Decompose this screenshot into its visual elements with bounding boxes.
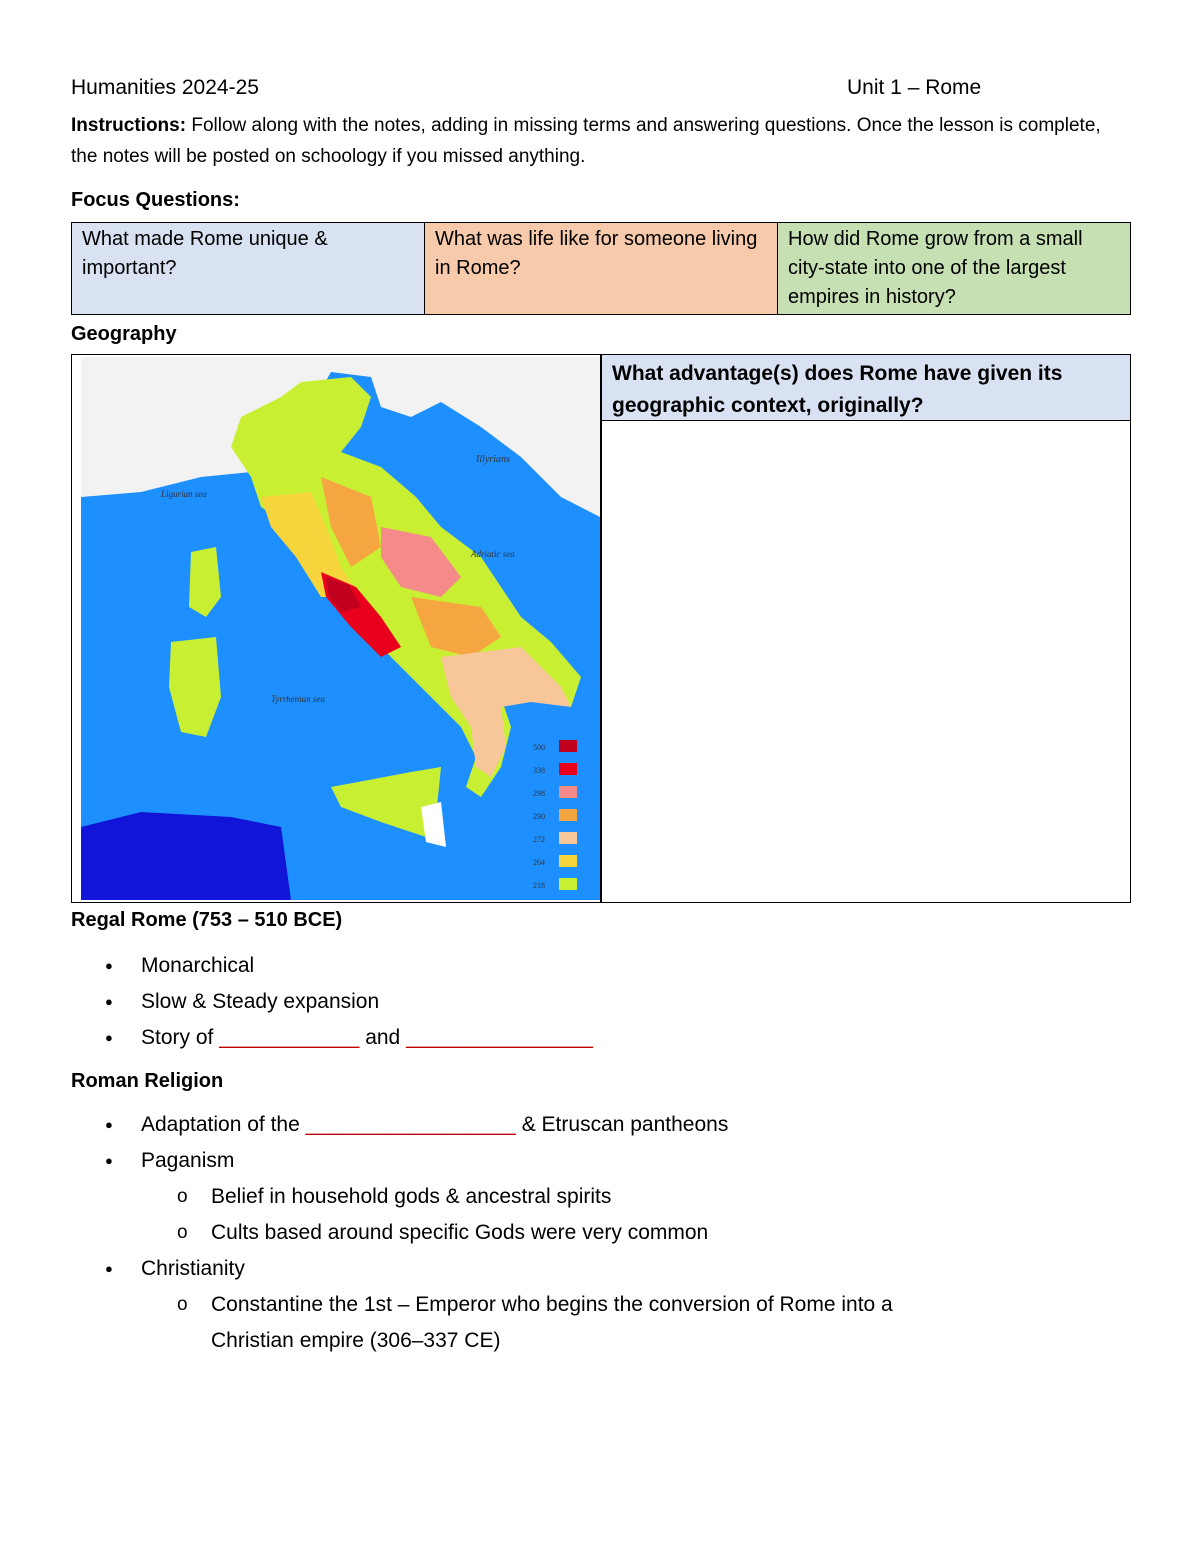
geography-heading: Geography (71, 323, 177, 345)
focus-question-2: What was life like for someone living in Rome? (425, 223, 778, 315)
regal-rome-heading: Regal Rome (753 – 510 BCE) (71, 909, 343, 931)
unit-title: Unit 1 – Rome (847, 76, 982, 99)
focus-question-1: What made Rome unique & important? (72, 223, 425, 315)
fill-in-blank[interactable]: ____________ (219, 1026, 360, 1049)
list-item: ● Monarchical (71, 948, 1131, 984)
list-item: ● Slow & Steady expansion (71, 984, 1131, 1020)
paganism-sublist (71, 1179, 1131, 1251)
list-item (71, 1020, 1131, 1056)
focus-questions-table (71, 222, 1131, 315)
geography-table (71, 354, 1131, 903)
list-item (71, 1287, 1131, 1359)
legend-year-298: 298 (533, 789, 545, 798)
roman-expansion-map-image (81, 357, 600, 900)
adapt-text: Adaptation of the (141, 1113, 306, 1136)
regal-rome-list (71, 948, 1131, 1056)
map-label-adriatic-sea: Adriatic sea (471, 549, 515, 559)
map-label-tyrrhenian-sea: Tyrrhenian sea (271, 694, 325, 704)
religion-list (71, 1107, 1131, 1179)
story-text: Story of (141, 1026, 220, 1049)
fill-in-blank[interactable]: ________________ (406, 1026, 593, 1049)
list-item: ● Paganism (71, 1143, 1131, 1179)
christianity-sublist (71, 1287, 1131, 1359)
roman-religion-heading: Roman Religion (71, 1070, 224, 1092)
legend-year-500: 500 (533, 743, 545, 752)
answer-area[interactable] (602, 421, 1130, 902)
geography-question: What advantage(s) does Rome have given its geographic context, originally? (602, 355, 1130, 421)
legend-year-290: 290 (533, 812, 545, 821)
page-header (71, 72, 1131, 106)
course-title: Humanities 2024-25 (71, 76, 259, 99)
instructions-text: Follow along with the notes, adding in missing terms and answering questions. Once the lesson is complete, the notes will be posted on schoology if you missed anything. (71, 115, 1101, 167)
italy-map (81, 357, 600, 900)
fill-in-blank[interactable]: __________________ (305, 1113, 516, 1136)
adapt-text-end: & Etruscan pantheons (515, 1113, 729, 1136)
legend-year-338: 338 (533, 766, 545, 775)
list-item: o Cults based around specific Gods were very common (71, 1215, 1131, 1251)
instructions (71, 110, 1131, 172)
map-label-illyrians: Illyrians (476, 454, 510, 465)
constantine-line-2: Christian empire (306–337 CE) (211, 1329, 501, 1352)
constantine-line-1: Constantine the 1st – Emperor who begins the conversion of Rome into a (211, 1293, 893, 1316)
legend-year-218: 218 (533, 881, 545, 890)
legend-year-264: 264 (533, 858, 545, 867)
document-page (71, 72, 1131, 1359)
legend-year-272: 272 (533, 835, 545, 844)
list-item: o Belief in household gods & ancestral spirits (71, 1179, 1131, 1215)
story-and: and (359, 1026, 407, 1049)
map-label-ligurian-sea: Ligurian sea (161, 489, 207, 499)
list-item: ● Christianity (71, 1251, 1131, 1287)
focus-question-3: How did Rome grow from a small city-state into one of the largest empires in history? (778, 223, 1131, 315)
instructions-label: Instructions: (71, 115, 187, 136)
christianity-list (71, 1251, 1131, 1287)
list-item (71, 1107, 1131, 1143)
focus-heading: Focus Questions: (71, 189, 240, 211)
